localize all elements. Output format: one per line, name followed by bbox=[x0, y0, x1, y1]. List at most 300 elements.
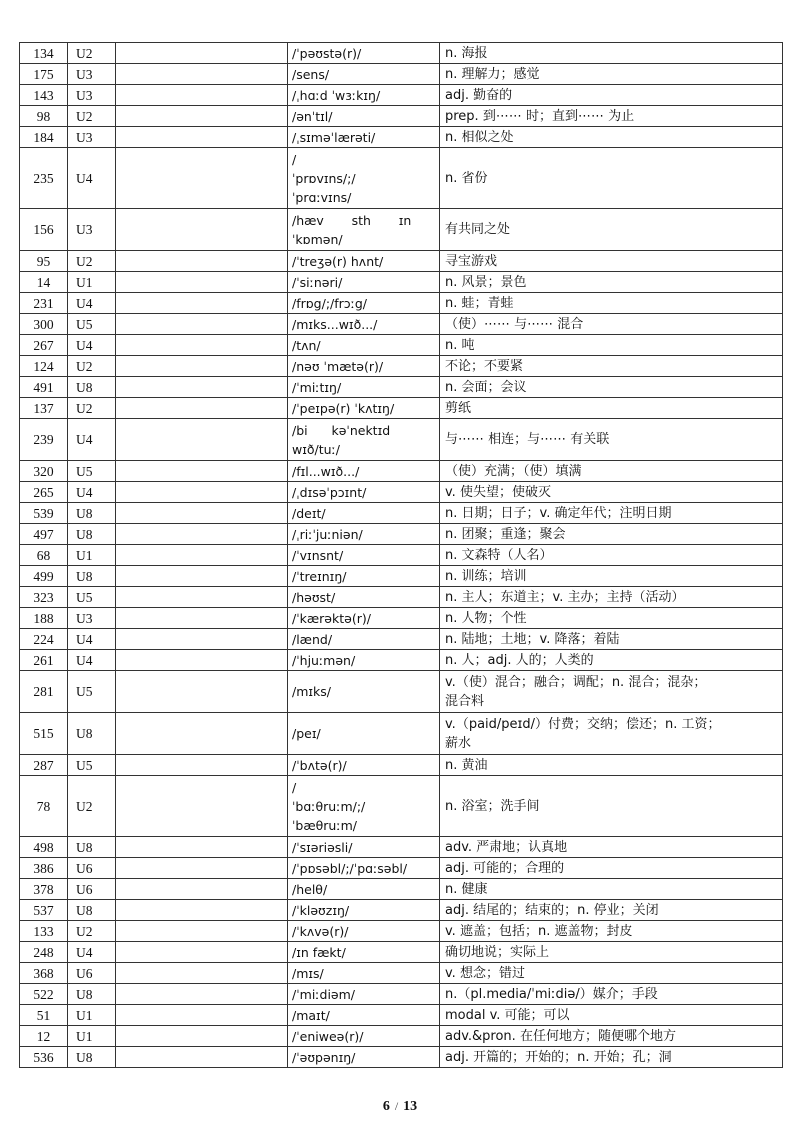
page-number: 6 bbox=[382, 1099, 390, 1114]
unit-label: U3 bbox=[68, 85, 116, 106]
word-number: 499 bbox=[20, 566, 68, 587]
unit-label: U4 bbox=[68, 650, 116, 671]
definition-cell: n. 相似之处 bbox=[440, 127, 783, 148]
table-row bbox=[20, 127, 783, 148]
word-number: 184 bbox=[20, 127, 68, 148]
phonetic-cell bbox=[288, 43, 440, 64]
word-blank-cell bbox=[116, 608, 288, 629]
word-number: 386 bbox=[20, 858, 68, 879]
table-row bbox=[20, 671, 783, 713]
unit-label: U6 bbox=[68, 858, 116, 879]
table-row bbox=[20, 650, 783, 671]
phonetic-line: /bi kəˈnektɪd bbox=[292, 422, 391, 438]
definition-line: 薪水 bbox=[445, 735, 472, 751]
word-blank-cell bbox=[116, 106, 288, 127]
word-number: 537 bbox=[20, 900, 68, 921]
table-row bbox=[20, 713, 783, 755]
word-blank-cell bbox=[116, 713, 288, 755]
definition-line: v.（使）混合；融合；调配；n. 混合；混杂； bbox=[445, 674, 707, 690]
unit-label: U4 bbox=[68, 419, 116, 461]
table-row bbox=[20, 106, 783, 127]
phonetic-line: /ˈmiːdiəm/ bbox=[292, 986, 355, 1002]
definition-cell: 有共同之处 bbox=[440, 209, 783, 251]
word-blank-cell bbox=[116, 293, 288, 314]
definition-cell: n. 人；adj. 人的；人类的 bbox=[440, 650, 783, 671]
phonetic-cell bbox=[288, 64, 440, 85]
word-number: 14 bbox=[20, 272, 68, 293]
unit-label: U3 bbox=[68, 64, 116, 85]
definition-cell: n. 海报 bbox=[440, 43, 783, 64]
phonetic-line: /mɪks...wɪð.../ bbox=[292, 316, 378, 332]
phonetic-line: ˈbɑːθruːm/;/ bbox=[292, 798, 366, 814]
word-blank-cell bbox=[116, 377, 288, 398]
page-separator: / bbox=[394, 1099, 399, 1113]
phonetic-line: /ˈbʌtə(r)/ bbox=[292, 757, 347, 773]
word-blank-cell bbox=[116, 148, 288, 209]
unit-label: U2 bbox=[68, 398, 116, 419]
definition-cell: modal v. 可能；可以 bbox=[440, 1005, 783, 1026]
word-blank-cell bbox=[116, 251, 288, 272]
table-row bbox=[20, 1047, 783, 1068]
word-number: 133 bbox=[20, 921, 68, 942]
unit-label: U4 bbox=[68, 482, 116, 503]
word-number: 368 bbox=[20, 963, 68, 984]
definition-cell: adj. 开篇的；开始的；n. 开始；孔；洞 bbox=[440, 1047, 783, 1068]
table-row bbox=[20, 629, 783, 650]
table-row bbox=[20, 43, 783, 64]
phonetic-cell bbox=[288, 1005, 440, 1026]
definition-cell: n. 文森特（人名） bbox=[440, 545, 783, 566]
word-blank-cell bbox=[116, 461, 288, 482]
word-blank-cell bbox=[116, 921, 288, 942]
phonetic-line: /mɪs/ bbox=[292, 965, 324, 981]
table-row bbox=[20, 251, 783, 272]
table-row bbox=[20, 503, 783, 524]
word-number: 300 bbox=[20, 314, 68, 335]
unit-label: U2 bbox=[68, 356, 116, 377]
unit-label: U2 bbox=[68, 921, 116, 942]
table-row bbox=[20, 293, 783, 314]
phonetic-line: /ˈtreɪnɪŋ/ bbox=[292, 568, 347, 584]
word-number: 515 bbox=[20, 713, 68, 755]
word-blank-cell bbox=[116, 858, 288, 879]
phonetic-line: /ˈkærəktə(r)/ bbox=[292, 610, 371, 626]
table-row bbox=[20, 1026, 783, 1047]
phonetic-cell bbox=[288, 776, 440, 837]
word-number: 124 bbox=[20, 356, 68, 377]
phonetic-line: /ˈpəʊstə(r)/ bbox=[292, 45, 362, 61]
definition-cell: （使）充满；（使）填满 bbox=[440, 461, 783, 482]
word-blank-cell bbox=[116, 963, 288, 984]
phonetic-line: /tʌn/ bbox=[292, 337, 321, 353]
word-number: 95 bbox=[20, 251, 68, 272]
word-blank-cell bbox=[116, 900, 288, 921]
word-blank-cell bbox=[116, 879, 288, 900]
definition-cell: adv. 严肃地；认真地 bbox=[440, 837, 783, 858]
table-row bbox=[20, 209, 783, 251]
phonetic-line: wɪð/tuː/ bbox=[292, 441, 340, 457]
phonetic-cell bbox=[288, 398, 440, 419]
definition-cell bbox=[440, 713, 783, 755]
word-number: 267 bbox=[20, 335, 68, 356]
definition-cell: n. 主人；东道主；v. 主办；主持（活动） bbox=[440, 587, 783, 608]
word-number: 224 bbox=[20, 629, 68, 650]
definition-cell: 寻宝游戏 bbox=[440, 251, 783, 272]
unit-label: U4 bbox=[68, 942, 116, 963]
table-row bbox=[20, 900, 783, 921]
unit-label: U4 bbox=[68, 293, 116, 314]
phonetic-cell bbox=[288, 335, 440, 356]
phonetic-line: /ˌdɪsəˈpɔɪnt/ bbox=[292, 484, 367, 500]
phonetic-cell bbox=[288, 984, 440, 1005]
phonetic-line: /ˈsɪəriəsli/ bbox=[292, 839, 353, 855]
unit-label: U8 bbox=[68, 713, 116, 755]
word-number: 98 bbox=[20, 106, 68, 127]
table-row bbox=[20, 837, 783, 858]
word-blank-cell bbox=[116, 524, 288, 545]
definition-cell: n. 黄油 bbox=[440, 755, 783, 776]
definition-cell: （使）⋯⋯ 与⋯⋯ 混合 bbox=[440, 314, 783, 335]
table-row bbox=[20, 921, 783, 942]
unit-label: U5 bbox=[68, 587, 116, 608]
phonetic-cell bbox=[288, 566, 440, 587]
word-blank-cell bbox=[116, 209, 288, 251]
phonetic-line: /peɪ/ bbox=[292, 726, 321, 741]
unit-label: U6 bbox=[68, 879, 116, 900]
word-blank-cell bbox=[116, 127, 288, 148]
phonetic-line: /ˈtreʒə(r) hʌnt/ bbox=[292, 253, 384, 269]
word-number: 235 bbox=[20, 148, 68, 209]
word-blank-cell bbox=[116, 776, 288, 837]
phonetic-cell bbox=[288, 106, 440, 127]
word-number: 320 bbox=[20, 461, 68, 482]
word-blank-cell bbox=[116, 650, 288, 671]
definition-cell: n. 日期；日子；v. 确定年代；注明日期 bbox=[440, 503, 783, 524]
word-blank-cell bbox=[116, 64, 288, 85]
unit-label: U8 bbox=[68, 837, 116, 858]
phonetic-line: /ˈsiːnəri/ bbox=[292, 274, 343, 290]
unit-label: U8 bbox=[68, 900, 116, 921]
phonetic-line: /ˌriːˈjuːniən/ bbox=[292, 526, 363, 542]
definition-cell: adv.&pron. 在任何地方；随便哪个地方 bbox=[440, 1026, 783, 1047]
definition-cell: n. 浴室；洗手间 bbox=[440, 776, 783, 837]
unit-label: U3 bbox=[68, 608, 116, 629]
unit-label: U2 bbox=[68, 106, 116, 127]
phonetic-line: /ˈpeɪpə(r) ˈkʌtɪŋ/ bbox=[292, 400, 395, 416]
word-number: 265 bbox=[20, 482, 68, 503]
word-number: 134 bbox=[20, 43, 68, 64]
word-number: 175 bbox=[20, 64, 68, 85]
phonetic-line: /ˈeniweə(r)/ bbox=[292, 1028, 364, 1044]
table-body bbox=[20, 43, 783, 1068]
definition-cell: adj. 可能的；合理的 bbox=[440, 858, 783, 879]
phonetic-cell bbox=[288, 482, 440, 503]
phonetic-line: /ˈkʌvə(r)/ bbox=[292, 923, 349, 939]
unit-label: U2 bbox=[68, 251, 116, 272]
page-total: 13 bbox=[403, 1099, 418, 1114]
word-blank-cell bbox=[116, 314, 288, 335]
word-number: 12 bbox=[20, 1026, 68, 1047]
phonetic-line: /ˈvɪnsnt/ bbox=[292, 547, 344, 563]
word-blank-cell bbox=[116, 1026, 288, 1047]
word-blank-cell bbox=[116, 503, 288, 524]
phonetic-cell bbox=[288, 377, 440, 398]
word-number: 137 bbox=[20, 398, 68, 419]
phonetic-cell bbox=[288, 608, 440, 629]
table-row bbox=[20, 755, 783, 776]
definition-cell: adj. 结尾的；结束的；n. 停业；关闭 bbox=[440, 900, 783, 921]
phonetic-line: /nəʊ ˈmætə(r)/ bbox=[292, 358, 384, 374]
table-row bbox=[20, 398, 783, 419]
table-row bbox=[20, 314, 783, 335]
phonetic-line: /mɪks/ bbox=[292, 684, 331, 699]
unit-label: U3 bbox=[68, 127, 116, 148]
phonetic-line: /ˌhɑːd ˈwɜːkɪŋ/ bbox=[292, 87, 381, 103]
definition-cell: n. 陆地；土地；v. 降落；着陆 bbox=[440, 629, 783, 650]
unit-label: U2 bbox=[68, 43, 116, 64]
table-row bbox=[20, 419, 783, 461]
word-blank-cell bbox=[116, 335, 288, 356]
phonetic-cell bbox=[288, 545, 440, 566]
phonetic-cell bbox=[288, 921, 440, 942]
word-number: 261 bbox=[20, 650, 68, 671]
word-number: 522 bbox=[20, 984, 68, 1005]
phonetic-line: /fɪl...wɪð.../ bbox=[292, 463, 360, 479]
word-number: 231 bbox=[20, 293, 68, 314]
table-row bbox=[20, 148, 783, 209]
table-row bbox=[20, 1005, 783, 1026]
definition-cell: n. 人物；个性 bbox=[440, 608, 783, 629]
definition-cell: prep. 到⋯⋯ 时；直到⋯⋯ 为止 bbox=[440, 106, 783, 127]
phonetic-cell bbox=[288, 879, 440, 900]
definition-cell: n. 省份 bbox=[440, 148, 783, 209]
phonetic-cell bbox=[288, 1026, 440, 1047]
table-row bbox=[20, 64, 783, 85]
phonetic-line: / bbox=[292, 779, 297, 795]
phonetic-line: /hæv sth ɪn bbox=[292, 212, 412, 228]
phonetic-cell bbox=[288, 942, 440, 963]
table-row bbox=[20, 858, 783, 879]
unit-label: U8 bbox=[68, 377, 116, 398]
unit-label: U8 bbox=[68, 1047, 116, 1068]
phonetic-line: / bbox=[292, 151, 297, 167]
word-blank-cell bbox=[116, 587, 288, 608]
phonetic-cell bbox=[288, 461, 440, 482]
word-number: 248 bbox=[20, 942, 68, 963]
table-row bbox=[20, 356, 783, 377]
phonetic-cell bbox=[288, 356, 440, 377]
word-blank-cell bbox=[116, 755, 288, 776]
definition-cell: n. 健康 bbox=[440, 879, 783, 900]
phonetic-cell bbox=[288, 963, 440, 984]
unit-label: U1 bbox=[68, 1005, 116, 1026]
phonetic-line: /ˈpɒsəbl/;/ˈpɑːsəbl/ bbox=[292, 860, 408, 876]
definition-cell: n. 理解力；感觉 bbox=[440, 64, 783, 85]
word-blank-cell bbox=[116, 85, 288, 106]
unit-label: U5 bbox=[68, 314, 116, 335]
definition-cell: adj. 勤奋的 bbox=[440, 85, 783, 106]
table-row bbox=[20, 963, 783, 984]
word-blank-cell bbox=[116, 398, 288, 419]
unit-label: U8 bbox=[68, 566, 116, 587]
word-number: 378 bbox=[20, 879, 68, 900]
unit-label: U5 bbox=[68, 755, 116, 776]
phonetic-cell bbox=[288, 127, 440, 148]
unit-label: U8 bbox=[68, 503, 116, 524]
table-row bbox=[20, 461, 783, 482]
definition-cell: n. 吨 bbox=[440, 335, 783, 356]
phonetic-cell bbox=[288, 671, 440, 713]
word-blank-cell bbox=[116, 419, 288, 461]
table-row bbox=[20, 566, 783, 587]
unit-label: U4 bbox=[68, 629, 116, 650]
table-row bbox=[20, 85, 783, 106]
phonetic-cell bbox=[288, 629, 440, 650]
definition-cell: n. 风景；景色 bbox=[440, 272, 783, 293]
definition-cell: 不论；不要紧 bbox=[440, 356, 783, 377]
phonetic-line: /maɪt/ bbox=[292, 1007, 330, 1023]
word-blank-cell bbox=[116, 671, 288, 713]
word-blank-cell bbox=[116, 482, 288, 503]
phonetic-cell bbox=[288, 314, 440, 335]
definition-cell: n. 团聚；重逢；聚会 bbox=[440, 524, 783, 545]
word-blank-cell bbox=[116, 545, 288, 566]
word-number: 287 bbox=[20, 755, 68, 776]
word-blank-cell bbox=[116, 43, 288, 64]
definition-cell: v. 遮盖；包括；n. 遮盖物；封皮 bbox=[440, 921, 783, 942]
phonetic-cell bbox=[288, 713, 440, 755]
phonetic-line: /frɒg/;/frɔːg/ bbox=[292, 295, 368, 311]
table-row bbox=[20, 377, 783, 398]
phonetic-line: ˈprɒvɪns/;/ bbox=[292, 170, 356, 186]
definition-cell: 剪纸 bbox=[440, 398, 783, 419]
word-blank-cell bbox=[116, 356, 288, 377]
definition-cell: 与⋯⋯ 相连；与⋯⋯ 有关联 bbox=[440, 419, 783, 461]
unit-label: U8 bbox=[68, 984, 116, 1005]
word-blank-cell bbox=[116, 1047, 288, 1068]
phonetic-cell bbox=[288, 503, 440, 524]
phonetic-line: /ˈmiːtɪŋ/ bbox=[292, 379, 342, 395]
phonetic-cell bbox=[288, 1047, 440, 1068]
word-blank-cell bbox=[116, 1005, 288, 1026]
word-number: 51 bbox=[20, 1005, 68, 1026]
phonetic-line: /ənˈtɪl/ bbox=[292, 108, 333, 124]
phonetic-line: /sens/ bbox=[292, 66, 330, 82]
word-number: 78 bbox=[20, 776, 68, 837]
phonetic-cell bbox=[288, 837, 440, 858]
word-blank-cell bbox=[116, 837, 288, 858]
table-row bbox=[20, 335, 783, 356]
table-row bbox=[20, 545, 783, 566]
word-blank-cell bbox=[116, 629, 288, 650]
vocabulary-table bbox=[19, 42, 782, 1068]
unit-label: U4 bbox=[68, 148, 116, 209]
definition-cell: v. 想念；错过 bbox=[440, 963, 783, 984]
word-number: 188 bbox=[20, 608, 68, 629]
page-footer bbox=[0, 1099, 800, 1115]
word-blank-cell bbox=[116, 984, 288, 1005]
phonetic-cell bbox=[288, 85, 440, 106]
phonetic-line: /ɪn fækt/ bbox=[292, 944, 346, 960]
phonetic-cell bbox=[288, 293, 440, 314]
word-number: 497 bbox=[20, 524, 68, 545]
definition-cell: n. 会面；会议 bbox=[440, 377, 783, 398]
word-blank-cell bbox=[116, 566, 288, 587]
phonetic-cell bbox=[288, 900, 440, 921]
unit-label: U6 bbox=[68, 963, 116, 984]
phonetic-cell bbox=[288, 272, 440, 293]
unit-label: U1 bbox=[68, 545, 116, 566]
definition-cell bbox=[440, 671, 783, 713]
unit-label: U5 bbox=[68, 671, 116, 713]
table-row bbox=[20, 776, 783, 837]
phonetic-cell bbox=[288, 148, 440, 209]
unit-label: U4 bbox=[68, 335, 116, 356]
table-row bbox=[20, 608, 783, 629]
unit-label: U8 bbox=[68, 524, 116, 545]
phonetic-line: /ˈəʊpənɪŋ/ bbox=[292, 1049, 356, 1065]
table-row bbox=[20, 482, 783, 503]
phonetic-line: /helθ/ bbox=[292, 881, 328, 897]
phonetic-line: ˈbæθruːm/ bbox=[292, 817, 357, 833]
phonetic-line: /lænd/ bbox=[292, 631, 333, 647]
unit-label: U5 bbox=[68, 461, 116, 482]
phonetic-line: /ˈhjuːmən/ bbox=[292, 652, 356, 668]
phonetic-line: ˈkɒmən/ bbox=[292, 231, 343, 247]
word-number: 281 bbox=[20, 671, 68, 713]
phonetic-line: /ˌsɪməˈlærəti/ bbox=[292, 129, 376, 145]
word-number: 143 bbox=[20, 85, 68, 106]
word-number: 68 bbox=[20, 545, 68, 566]
word-number: 539 bbox=[20, 503, 68, 524]
phonetic-line: /deɪt/ bbox=[292, 505, 326, 521]
table-row bbox=[20, 984, 783, 1005]
definition-line: v.（paid/peɪd/）付费；交纳；偿还；n. 工资； bbox=[445, 716, 721, 732]
phonetic-line: /ˈkləʊzɪŋ/ bbox=[292, 902, 350, 918]
word-number: 239 bbox=[20, 419, 68, 461]
definition-cell: 确切地说；实际上 bbox=[440, 942, 783, 963]
unit-label: U1 bbox=[68, 272, 116, 293]
unit-label: U1 bbox=[68, 1026, 116, 1047]
unit-label: U2 bbox=[68, 776, 116, 837]
phonetic-line: /həʊst/ bbox=[292, 589, 336, 605]
table-row bbox=[20, 942, 783, 963]
definition-cell: n.（pl.media/ˈmiːdiə/）媒介；手段 bbox=[440, 984, 783, 1005]
phonetic-cell bbox=[288, 755, 440, 776]
unit-label: U3 bbox=[68, 209, 116, 251]
definition-cell: v. 使失望；使破灭 bbox=[440, 482, 783, 503]
word-number: 498 bbox=[20, 837, 68, 858]
table-row bbox=[20, 587, 783, 608]
phonetic-cell bbox=[288, 419, 440, 461]
definition-cell: n. 蛙；青蛙 bbox=[440, 293, 783, 314]
definition-cell: n. 训练；培训 bbox=[440, 566, 783, 587]
phonetic-cell bbox=[288, 858, 440, 879]
table-row bbox=[20, 879, 783, 900]
word-blank-cell bbox=[116, 272, 288, 293]
definition-line: 混合料 bbox=[445, 693, 485, 709]
word-number: 323 bbox=[20, 587, 68, 608]
phonetic-cell bbox=[288, 524, 440, 545]
phonetic-line: ˈprɑːvɪns/ bbox=[292, 189, 352, 205]
phonetic-cell bbox=[288, 209, 440, 251]
phonetic-cell bbox=[288, 650, 440, 671]
phonetic-cell bbox=[288, 251, 440, 272]
word-blank-cell bbox=[116, 942, 288, 963]
word-number: 536 bbox=[20, 1047, 68, 1068]
table-row bbox=[20, 272, 783, 293]
word-number: 491 bbox=[20, 377, 68, 398]
